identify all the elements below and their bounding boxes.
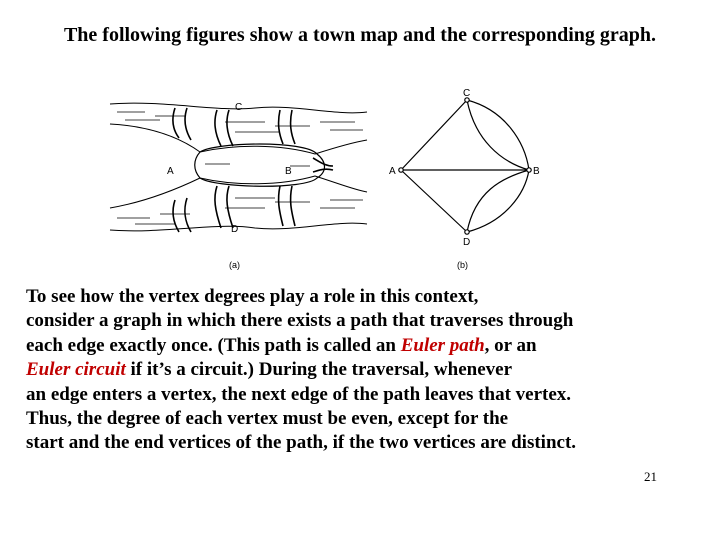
vertex-a: [399, 168, 403, 172]
vertex-d: [465, 230, 469, 234]
figure: [105, 82, 560, 277]
map-label-c: C: [235, 102, 243, 113]
edge-a-d: [401, 170, 467, 232]
page-number: 21: [644, 469, 657, 484]
body-line-5: an edge enters a vertex, the next edge of the path leaves that vertex.: [26, 383, 572, 405]
body-line-4-end: if it’s a circuit.) During the traversal, whenever: [125, 359, 513, 381]
edge-d-b-inner: [467, 170, 529, 232]
body-line-3-text: each edge exactly once. (This path is called an: [26, 334, 401, 356]
water-hatching: [117, 112, 363, 224]
island-b: [195, 144, 325, 186]
graph-caption: (b): [457, 260, 468, 270]
graph-label-a: A: [389, 166, 396, 177]
graph: [399, 98, 531, 234]
map-label-a: A: [167, 166, 174, 177]
town-map: [110, 103, 367, 232]
map-label-d: D: [231, 224, 239, 235]
term-euler-path: Euler path: [400, 334, 485, 356]
map-label-b: B: [285, 166, 292, 177]
map-caption: (a): [229, 260, 240, 270]
river-lower-edge: [110, 176, 367, 208]
figure-svg: [105, 82, 560, 277]
edge-c-b-inner: [467, 100, 529, 170]
edge-c-b-outer: [467, 100, 529, 170]
body-text: [26, 285, 720, 456]
edge-d-b-outer: [467, 170, 529, 232]
edge-a-c: [401, 100, 467, 170]
body-line-6: Thus, the degree of each vertex must be even, except for the: [26, 408, 509, 430]
bridges: [173, 108, 333, 232]
term-euler-circuit: Euler circuit: [26, 359, 126, 381]
body-line-2: consider a graph in which there exists a path that traverses through: [26, 310, 574, 332]
river-upper-edge: [110, 124, 367, 154]
vertex-b: [527, 168, 531, 172]
body-line-1: To see how the vertex degrees play a role in this context,: [26, 286, 479, 307]
body-line-3-end: , or an: [484, 334, 537, 356]
graph-label-d: D: [463, 237, 471, 248]
body-line-4: [26, 358, 720, 382]
graph-label-c: C: [463, 88, 471, 99]
graph-label-b: B: [533, 166, 540, 177]
slide-heading: The following figures show a town map and the corresponding graph.: [63, 24, 657, 46]
body-line-7: start and the end vertices of the path, if the two vertices are distinct.: [26, 432, 577, 454]
body-line-3: [26, 334, 720, 358]
